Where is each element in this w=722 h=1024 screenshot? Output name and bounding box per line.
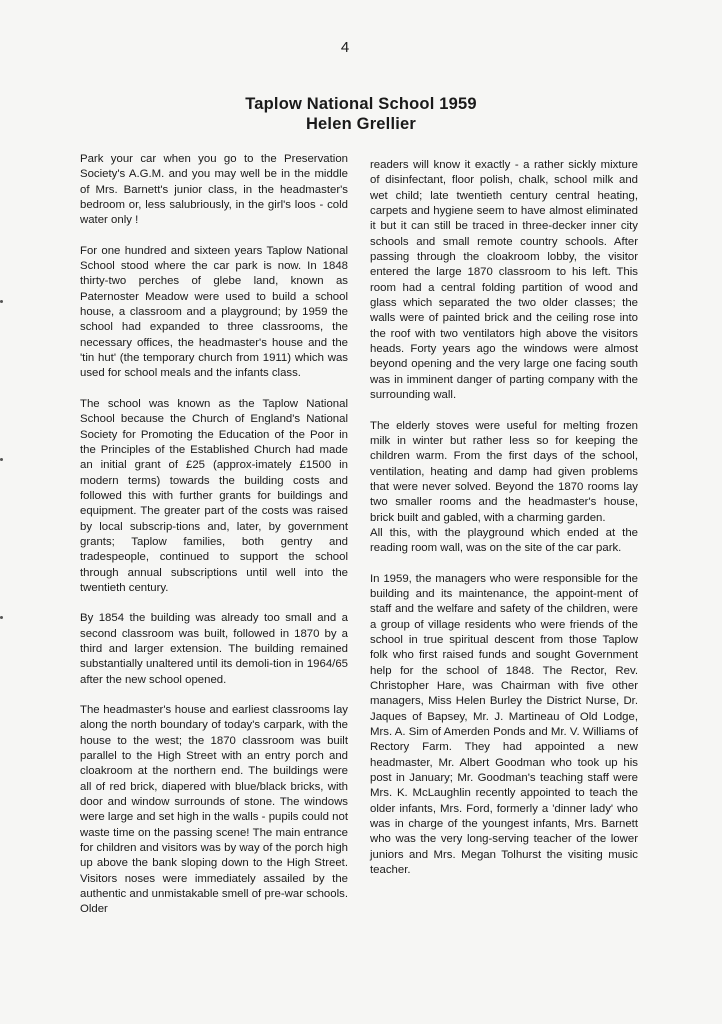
paragraph: The school was known as the Taplow National School because the Church of England's National Society for Promoting the Education of the Poor in the Principles of the Established Church had made an initial grant of £25 (approx-imately £1500 in modern terms) towards the building costs and followed this with further grants for buildings and equipment. The greater part of the costs was raised by local subscrip-tions and, later, by government grants; Taplow families, both gentry and tradespeople, continued to support the school through annual subscriptions until well into the twentieth century.	[80, 397, 348, 594]
right-text-column	[370, 158, 638, 893]
article-title: Taplow National School 1959	[245, 95, 477, 113]
page-number: 4	[340, 39, 350, 56]
paragraph: By 1854 the building was already too small and a second classroom was built, followed in 1870 by a third and larger extension. The building remained substantially unaltered until its demoli-tion in 1964/65 after the new school opened.	[80, 612, 348, 686]
paragraph: readers will know it exactly - a rather sickly mixture of disinfectant, floor polish, chalk, school milk and wet child; late twentieth century central heating, carpets and hygiene seem to have almost eliminated it but it can still be traced in three-decker inner city schools and small remote country schools. After passing through the cloakroom lobby, the visitor entered the large 1870 classroom to his left. This room had a central folding partition of wood and glass which separated the two older classes; the walls were of painted brick and the ceiling rose into the roof with two ventilators high above the visitors heads. Forty years ago the windows were almost beyond opening and the very large one facing south was in imminent danger of parting company with the surrounding wall.	[370, 159, 638, 402]
paragraph: For one hundred and sixteen years Taplow National School stood where the car park is now. In 1848 thirty-two perches of glebe land, known as Paternoster Meadow were used to build a school house, a classroom and a playground; by 1959 the school had expanded to three classrooms, the necessary offices, the headmaster's house and the 'tin hut' (the temporary church from 1911) which was used for school meals and the infants class.	[80, 244, 348, 380]
paragraph: In 1959, the managers who were responsible for the building and its maintenance, the appoint-ment of staff and the welfare and safety of the children, were a group of village residents who were friends of the school in true spiritual descent from those Taplow folk who first raised funds and sought Government help for the school of 1848. The Rector, Rev. Christopher Hare, was Chairman with five other managers, Miss Helen Burley the District Nurse, Dr. Jaques of Bapsey, Mr. J. Martineau of Old Lodge, Mrs. A. Sim of Amerden Ponds and Mr. V. Williams of Rectory Farm. They had appointed a new headmaster, Mr. Albert Goodman who took up his post in January; Mr. Goodman's teaching staff were Mrs. K. McLaughlin recently appointed to teach the older infants, Mrs. Ford, formerly a 'dinner lady' who was in charge of the youngest infants, Mrs. Barnett who was the very long-serving teacher of the lower juniors and Mrs. Megan Tolhurst the visiting music teacher.	[370, 572, 638, 877]
scan-mark	[0, 616, 3, 619]
left-text-column	[80, 152, 348, 933]
scan-mark	[0, 300, 3, 303]
scan-mark	[0, 458, 3, 461]
paragraph: All this, with the playground which ended at the reading room wall, was on the site of the car park.	[370, 526, 638, 555]
article-heading	[0, 94, 722, 134]
paragraph: Park your car when you go to the Preservation Society's A.G.M. and you may well be in the middle of Mrs. Barnett's junior class, in the headmaster's bedroom or, less salubriously, in the girl's loos - cold water only !	[80, 153, 348, 227]
article-author: Helen Grellier	[305, 115, 417, 133]
paragraph: The elderly stoves were useful for melting frozen milk in winter but rather less so for keeping the children warm. From the first days of the school, ventilation, heating and damp had given problems that were never solved. Beyond the 1870 rooms lay two smaller rooms and the headmaster's house, brick built and gabled, with a charming garden.	[370, 419, 638, 524]
paragraph: The headmaster's house and earliest classrooms lay along the north boundary of today's carpark, with the house to the west; the 1870 classroom was built parallel to the High Street with an entry porch and cloakroom at the northern end. The buildings were all of red brick, diapered with blue/black bricks, with door and window surrounds of stone. The windows were large and set high in the walls - pupils could not waste time on the passing scene! The main entrance for children and visitors was by way of the porch high up above the bank sloping down to the High Street. Visitors noses were immediately assailed by the authentic and unmistakable smell of pre-war schools. Older	[80, 704, 348, 916]
